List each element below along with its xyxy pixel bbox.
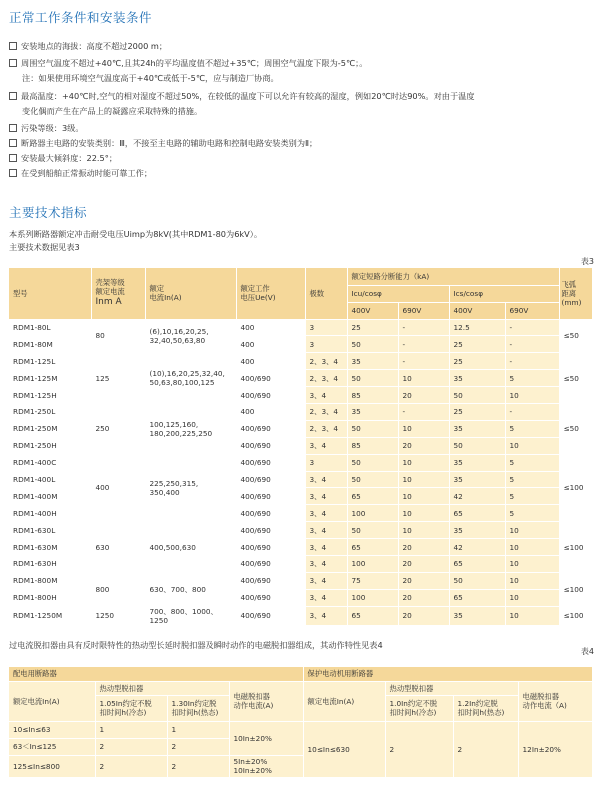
frame-cell: 250: [91, 403, 145, 454]
ics-690v-cell: 10: [505, 539, 559, 556]
specs-paragraph: 本系列断路器额定冲击耐受电压Uimp为8kV(其中RDM1-80为6kV）。: [9, 229, 263, 239]
motor-mag-header: 电磁脱扣器 动作电流（A): [518, 681, 592, 721]
dist-h1-cell: 2: [95, 738, 167, 755]
voltage-cell: 400/690: [236, 539, 305, 556]
dist-h2-header: 1.30In约定脱 扣时间h(热态): [167, 695, 229, 721]
poles-cell: 3、4: [305, 522, 347, 539]
ics-400v-cell: 35: [449, 420, 505, 437]
table3-row: [9, 522, 592, 539]
icu-690v-cell: -: [398, 336, 449, 353]
poles-cell: 3: [305, 454, 347, 471]
ics-400v-cell: 65: [449, 589, 505, 606]
checkbox-square-icon: [9, 169, 17, 177]
ics-400v-cell: 35: [449, 606, 505, 625]
header-model: 型号: [9, 268, 91, 319]
arc-distance-cell: ≤100: [559, 522, 592, 573]
poles-cell: 3、4: [305, 555, 347, 572]
arc-distance-cell: ≤50: [559, 353, 592, 404]
motor-h1-header: 1.0In约定不脱 扣时间h(冷态): [385, 695, 453, 721]
rated-current-cell: 225,250,315, 350,400: [145, 454, 236, 522]
icu-400v-cell: 65: [347, 606, 398, 625]
dist-mag-header: 电磁脱扣器 动作电流(A): [229, 681, 303, 721]
model-cell: RDM1-400M: [9, 488, 91, 505]
header-frame: 壳架等级 额定电流 Inm A: [91, 268, 145, 319]
table3-row: [9, 606, 592, 625]
voltage-cell: 400/690: [236, 505, 305, 522]
icu-400v-cell: 85: [347, 437, 398, 454]
frame-cell: 400: [91, 454, 145, 522]
voltage-cell: 400/690: [236, 488, 305, 505]
model-cell: RDM1-400L: [9, 471, 91, 488]
rated-current-cell: (10),16,20,25,32,40, 50,63,80,100,125: [145, 353, 236, 404]
model-cell: RDM1-250H: [9, 437, 91, 454]
icu-400v-cell: 65: [347, 488, 398, 505]
header-rated-current: 额定 电流In(A): [145, 268, 236, 319]
rated-current-cell: 100,125,160, 180,200,225,250: [145, 403, 236, 454]
icu-400v-cell: 100: [347, 555, 398, 572]
ics-690v-cell: 5: [505, 505, 559, 522]
voltage-cell: 400/690: [236, 589, 305, 606]
icu-400v-cell: 50: [347, 454, 398, 471]
icu-690v-cell: 10: [398, 471, 449, 488]
ics-690v-cell: 10: [505, 589, 559, 606]
icu-400v-cell: 65: [347, 539, 398, 556]
condition-item: 在受到船舶正常振动时能可靠工作；: [9, 167, 594, 180]
dist-rated-cell: 10≤In≤63: [9, 721, 95, 738]
model-cell: RDM1-250M: [9, 420, 91, 437]
specs-paragraph: 主要技术数据见表3: [9, 242, 80, 252]
ics-690v-cell: -: [505, 353, 559, 370]
table4-caption: 表4: [580, 647, 594, 656]
table3-caption: 表3: [580, 257, 594, 266]
condition-continuation: 变化偶而产生在产品上的凝露应采取特殊的措施。: [22, 106, 203, 116]
poles-cell: 3: [305, 319, 347, 336]
motor-thermal-header: 热动型脱扣器: [385, 681, 518, 695]
ics-400v-cell: 35: [449, 522, 505, 539]
arc-distance-cell: ≤100: [559, 572, 592, 606]
rated-current-cell: 700、800、1000、1250: [145, 606, 236, 625]
poles-cell: 3、4: [305, 572, 347, 589]
icu-690v-cell: -: [398, 319, 449, 336]
icu-690v-cell: 10: [398, 370, 449, 387]
ics-690v-cell: 10: [505, 437, 559, 454]
ics-400v-cell: 35: [449, 370, 505, 387]
dist-h1-header: 1.05In约定不脱 扣时间h(冷态): [95, 695, 167, 721]
voltage-cell: 400/690: [236, 420, 305, 437]
voltage-cell: 400/690: [236, 387, 305, 404]
header-voltage: 额定工作 电压Ue(V): [236, 268, 305, 319]
condition-item: 断路器主电路的安装类别：Ⅲ，不接至主电路的辅助电路和控制电路安装类别为Ⅱ；: [9, 137, 594, 150]
icu-400v-cell: 50: [347, 336, 398, 353]
poles-cell: 2、3、4: [305, 403, 347, 420]
voltage-cell: 400: [236, 353, 305, 370]
poles-cell: 3、4: [305, 488, 347, 505]
motor-rated-current-header: 额定电流In(A): [303, 681, 385, 721]
model-cell: RDM1-1250M: [9, 606, 91, 625]
table3: [9, 268, 593, 626]
voltage-cell: 400: [236, 336, 305, 353]
poles-cell: 3、4: [305, 505, 347, 522]
icu-400v-cell: 100: [347, 505, 398, 522]
icu-690v-cell: 20: [398, 606, 449, 625]
icu-690v-cell: 20: [398, 589, 449, 606]
checkbox-square-icon: [9, 42, 17, 50]
icu-400v-cell: 100: [347, 589, 398, 606]
conditions-heading: 正常工作条件和安装条件: [9, 10, 153, 25]
condition-item: 安装地点的海拔：高度不超过2000 m；: [9, 40, 594, 53]
arc-distance-cell: ≤50: [559, 319, 592, 353]
model-cell: RDM1-80L: [9, 319, 91, 336]
ics-400v-cell: 12.5: [449, 319, 505, 336]
dist-h2-cell: 2: [167, 755, 229, 777]
motor-h2-header: 1.2In约定脱 扣时间h(热态): [453, 695, 518, 721]
ics-400v-cell: 50: [449, 572, 505, 589]
dist-h2-cell: 1: [167, 721, 229, 738]
motor-mag-cell: 12In±20%: [518, 721, 592, 777]
voltage-cell: 400/690: [236, 555, 305, 572]
icu-400v-cell: 50: [347, 370, 398, 387]
specs-heading: 主要技术指标: [9, 205, 88, 220]
poles-cell: 3: [305, 336, 347, 353]
table3-row: [9, 353, 592, 370]
rated-current-cell: (6),10,16,20,25, 32,40,50,63,80: [145, 319, 236, 353]
model-cell: RDM1-630M: [9, 539, 91, 556]
ics-400v-cell: 25: [449, 353, 505, 370]
dist-mag-cell: 10In±20%: [229, 721, 303, 755]
header-ics: Ics/cosφ: [449, 285, 559, 302]
condition-item: 污染等级：3级。: [9, 122, 594, 135]
icu-690v-cell: -: [398, 403, 449, 420]
ics-690v-cell: 10: [505, 572, 559, 589]
checkbox-square-icon: [9, 154, 17, 162]
ics-400v-cell: 35: [449, 471, 505, 488]
condition-item: 最高温度：+40℃时,空气的相对湿度不超过50%，在较低的温度下可以允许有较高的湿度，例如20℃时达90%。对由于温度: [9, 90, 594, 103]
poles-cell: 2、3、4: [305, 370, 347, 387]
model-cell: RDM1-400H: [9, 505, 91, 522]
frame-cell: 1250: [91, 606, 145, 625]
model-cell: RDM1-80M: [9, 336, 91, 353]
icu-400v-cell: 85: [347, 387, 398, 404]
ics-690v-cell: -: [505, 319, 559, 336]
motor-breaker-header: 保护电动机用断路器: [303, 667, 592, 681]
table3-row: [9, 319, 592, 336]
voltage-cell: 400/690: [236, 454, 305, 471]
ics-690v-cell: 5: [505, 420, 559, 437]
ics-400v-cell: 50: [449, 437, 505, 454]
poles-cell: 3、4: [305, 589, 347, 606]
poles-cell: 3、4: [305, 437, 347, 454]
icu-690v-cell: 20: [398, 437, 449, 454]
poles-cell: 3、4: [305, 471, 347, 488]
header-ics-690v: 690V: [505, 302, 559, 319]
arc-distance-cell: ≤50: [559, 403, 592, 454]
dist-h2-cell: 2: [167, 738, 229, 755]
condition-note: 注：如果使用环境空气温度高于+40℃或低于-5℃，应与制造厂协商。: [22, 73, 279, 83]
icu-690v-cell: 20: [398, 572, 449, 589]
voltage-cell: 400/690: [236, 522, 305, 539]
icu-690v-cell: 10: [398, 522, 449, 539]
icu-400v-cell: 35: [347, 353, 398, 370]
ics-690v-cell: -: [505, 336, 559, 353]
table3-row: [9, 454, 592, 471]
icu-690v-cell: 10: [398, 454, 449, 471]
arc-distance-cell: ≤100: [559, 454, 592, 522]
motor-h1-cell: 2: [385, 721, 453, 777]
ics-400v-cell: 25: [449, 403, 505, 420]
icu-400v-cell: 35: [347, 403, 398, 420]
poles-cell: 2、3、4: [305, 420, 347, 437]
ics-400v-cell: 65: [449, 555, 505, 572]
icu-400v-cell: 25: [347, 319, 398, 336]
icu-690v-cell: 10: [398, 488, 449, 505]
rated-current-cell: 400,500,630: [145, 522, 236, 573]
poles-cell: 2、3、4: [305, 353, 347, 370]
header-poles: 极数: [305, 268, 347, 319]
dist-mag-cell: 5In±20% 10In±20%: [229, 755, 303, 777]
dist-h1-cell: 2: [95, 755, 167, 777]
model-cell: RDM1-630H: [9, 555, 91, 572]
frame-cell: 630: [91, 522, 145, 573]
ics-690v-cell: 10: [505, 606, 559, 625]
dist-rated-cell: 125≤In≤800: [9, 755, 95, 777]
checkbox-square-icon: [9, 124, 17, 132]
frame-cell: 800: [91, 572, 145, 606]
header-breaking-capacity: 额定短路分断能力（kA): [347, 268, 559, 285]
model-cell: RDM1-800M: [9, 572, 91, 589]
voltage-cell: 400/690: [236, 437, 305, 454]
motor-h2-cell: 2: [453, 721, 518, 777]
ics-400v-cell: 50: [449, 387, 505, 404]
poles-cell: 3、4: [305, 387, 347, 404]
frame-cell: 125: [91, 353, 145, 404]
ics-400v-cell: 42: [449, 539, 505, 556]
model-cell: RDM1-400C: [9, 454, 91, 471]
header-icu-400v: 400V: [347, 302, 398, 319]
dist-rated-current-header: 额定电流In(A): [9, 681, 95, 721]
icu-400v-cell: 50: [347, 522, 398, 539]
model-cell: RDM1-250L: [9, 403, 91, 420]
icu-400v-cell: 50: [347, 420, 398, 437]
motor-rated-cell: 10≤In≤630: [303, 721, 385, 777]
dist-breaker-header: 配电用断路器: [9, 667, 303, 681]
icu-690v-cell: 20: [398, 387, 449, 404]
condition-item: 周围空气温度不超过+40℃,且其24h的平均温度值不超过+35℃；周围空气温度下限为-5℃；。: [9, 57, 594, 70]
icu-690v-cell: 20: [398, 539, 449, 556]
ics-690v-cell: 10: [505, 387, 559, 404]
voltage-cell: 400: [236, 319, 305, 336]
voltage-cell: 400/690: [236, 606, 305, 625]
table4-intro: 过电流脱扣器由具有反时限特性的热动型长延时脱扣器及瞬时动作的电磁脱扣器组成，其动作特性见表4: [9, 640, 383, 650]
checkbox-square-icon: [9, 92, 17, 100]
rated-current-cell: 630、700、800: [145, 572, 236, 606]
condition-item: 安装最大倾斜度：22.5°；: [9, 152, 594, 165]
icu-690v-cell: 20: [398, 555, 449, 572]
header-arc-distance: 飞弧 距离 (mm): [559, 268, 592, 319]
voltage-cell: 400: [236, 403, 305, 420]
ics-690v-cell: 5: [505, 370, 559, 387]
ics-690v-cell: 10: [505, 522, 559, 539]
dist-thermal-header: 热动型脱扣器: [95, 681, 229, 695]
ics-400v-cell: 42: [449, 488, 505, 505]
icu-400v-cell: 50: [347, 471, 398, 488]
icu-400v-cell: 75: [347, 572, 398, 589]
ics-690v-cell: 5: [505, 454, 559, 471]
table3-row: [9, 403, 592, 420]
poles-cell: 3、4: [305, 606, 347, 625]
model-cell: RDM1-800H: [9, 589, 91, 606]
model-cell: RDM1-630L: [9, 522, 91, 539]
header-icu-690v: 690V: [398, 302, 449, 319]
dist-rated-cell: 63＜In≤125: [9, 738, 95, 755]
voltage-cell: 400/690: [236, 572, 305, 589]
table3-row: [9, 572, 592, 589]
frame-cell: 80: [91, 319, 145, 353]
model-cell: RDM1-125H: [9, 387, 91, 404]
checkbox-square-icon: [9, 59, 17, 67]
voltage-cell: 400/690: [236, 370, 305, 387]
model-cell: RDM1-125M: [9, 370, 91, 387]
checkbox-square-icon: [9, 139, 17, 147]
table4: [9, 667, 593, 778]
icu-690v-cell: 10: [398, 505, 449, 522]
header-icu: Icu/cosφ: [347, 285, 449, 302]
ics-690v-cell: 5: [505, 488, 559, 505]
model-cell: RDM1-125L: [9, 353, 91, 370]
ics-400v-cell: 35: [449, 454, 505, 471]
ics-690v-cell: 5: [505, 471, 559, 488]
ics-690v-cell: 10: [505, 555, 559, 572]
icu-690v-cell: -: [398, 353, 449, 370]
arc-distance-cell: ≤100: [559, 606, 592, 625]
dist-h1-cell: 1: [95, 721, 167, 738]
poles-cell: 3、4: [305, 539, 347, 556]
icu-690v-cell: 10: [398, 420, 449, 437]
voltage-cell: 400/690: [236, 471, 305, 488]
ics-400v-cell: 65: [449, 505, 505, 522]
header-ics-400v: 400V: [449, 302, 505, 319]
ics-400v-cell: 25: [449, 336, 505, 353]
ics-690v-cell: -: [505, 403, 559, 420]
